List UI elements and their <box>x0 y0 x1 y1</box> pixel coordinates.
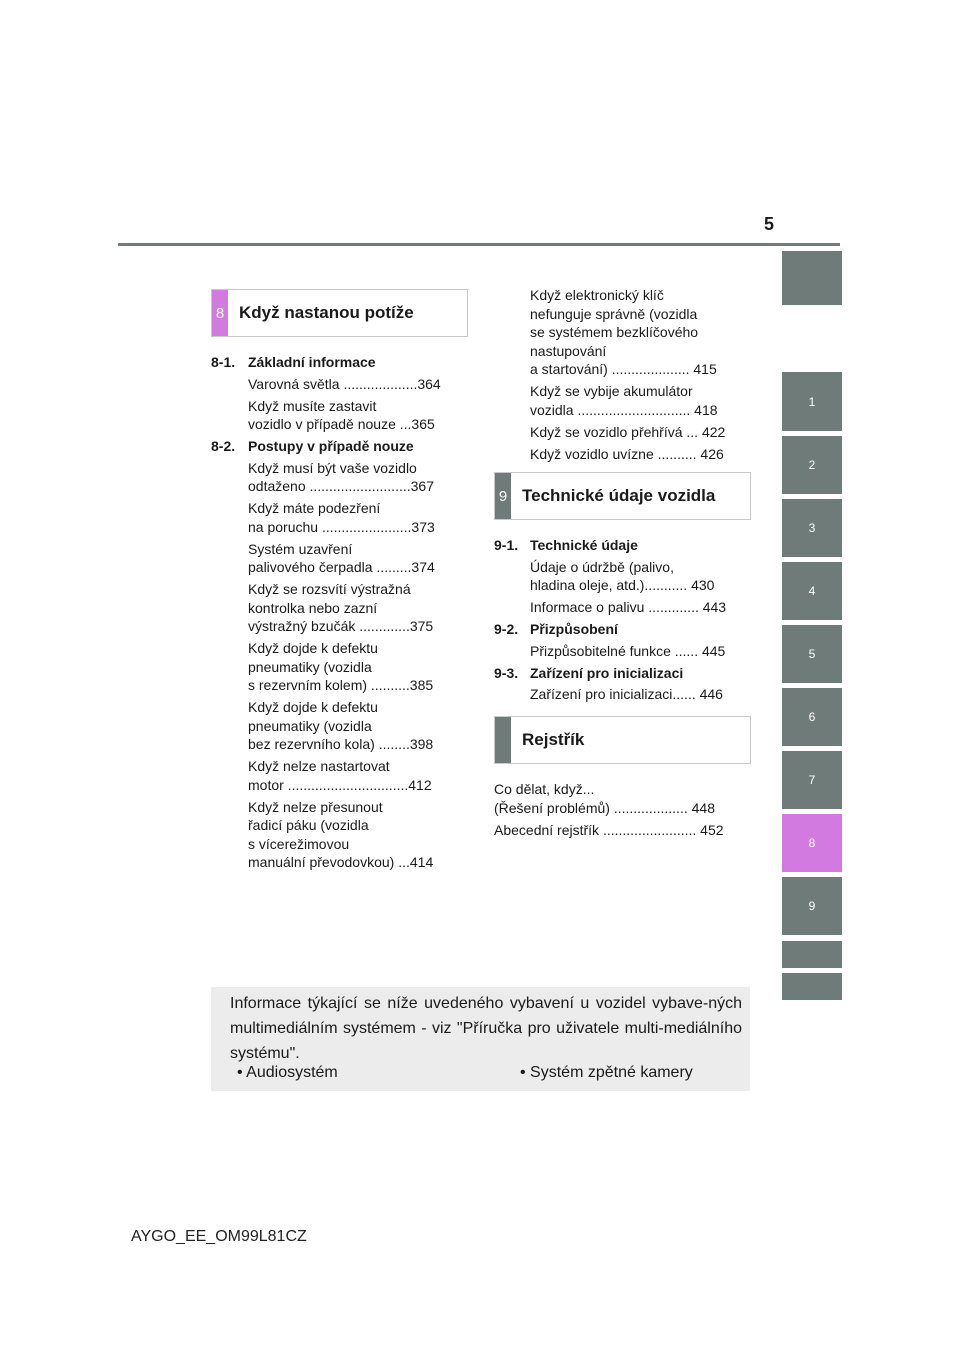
chapter-title: Základní informace <box>248 354 376 370</box>
info-text: Informace týkající se níže uvedeného vybavení u vozidel vybave-ných multimediálním systémem - viz "Příručka pro uživatele multi-mediálního systému". <box>230 995 742 1062</box>
entry-line: se systémem bezklíčového <box>530 324 699 340</box>
entry-line: Abecední rejstřík ........................ 452 <box>494 821 724 838</box>
entry-line: Informace o palivu ............. 443 <box>530 599 727 615</box>
section-heading-9[interactable] <box>494 472 751 520</box>
toc-entry[interactable] <box>494 821 744 840</box>
entry-line: řadicí páku (vozidla <box>248 817 369 833</box>
chapter-tab-blank-b[interactable] <box>782 973 842 1000</box>
entry-line: hladina oleje, atd.)........... 430 <box>530 577 715 593</box>
section-heading-index[interactable] <box>494 716 751 764</box>
chapter-title: Postupy v případě nouze <box>248 438 414 454</box>
entry-line: výstražný bzučák .............375 <box>248 618 434 634</box>
entry-line: Když musí být vaše vozidlo <box>248 459 417 476</box>
entry-line: kontrolka nebo zazní <box>248 599 378 616</box>
entry-line: Když nelze přesunout <box>248 798 383 815</box>
entry-line: a startování) .................... 415 <box>530 361 717 377</box>
chapter-tab-blank-top[interactable] <box>782 251 842 305</box>
toc-entry[interactable] <box>248 375 457 394</box>
entry-line: vozidla ............................. 418 <box>530 401 718 418</box>
toc-entry[interactable] <box>530 445 744 464</box>
entry-line: Když se rozsvítí výstražná <box>248 581 411 597</box>
entry-line: Když dojde k defektu <box>248 640 378 656</box>
toc-entry[interactable] <box>248 698 457 754</box>
chapter-number: 8-1. <box>211 354 236 370</box>
toc-right-section-9 <box>494 536 744 707</box>
entry-line: nefunguje správně (vozidla <box>530 305 698 322</box>
chapter-title: Technické údaje <box>530 537 638 553</box>
entry-line: Když musíte zastavit <box>248 397 377 414</box>
toc-entry[interactable] <box>530 423 744 442</box>
toc-chapter-8-2[interactable] <box>211 437 457 456</box>
toc-chapter-9-1[interactable] <box>494 536 744 555</box>
entry-line: odtaženo ..........................367 <box>248 478 434 494</box>
section-title-9: Technické údaje vozidla <box>522 486 716 505</box>
section-number-8: 8 <box>212 290 228 336</box>
toc-left-column <box>211 353 457 875</box>
toc-chapter-8-1[interactable] <box>211 353 457 372</box>
chapter-number: 8-2. <box>211 438 236 454</box>
chapter-tab-blank-a[interactable] <box>782 941 842 968</box>
chapter-tab-5[interactable]: 5 <box>782 625 842 683</box>
bullet-audio-system: • Audiosystém <box>237 1064 338 1081</box>
toc-entry[interactable] <box>530 685 744 704</box>
toc-entry[interactable] <box>248 757 457 794</box>
entry-line: Když se vybije akumulátor <box>530 383 693 399</box>
chapter-tab-8-active[interactable]: 8 <box>782 814 842 872</box>
entry-line: s rezervním kolem) ..........385 <box>248 677 434 693</box>
entry-line: Systém uzavření <box>248 540 353 557</box>
header-rule <box>118 243 840 246</box>
entry-line: pneumatiky (vozidla <box>248 717 372 734</box>
entry-line: Přizpůsobitelné funkce ...... 445 <box>530 642 726 659</box>
toc-chapter-9-2[interactable] <box>494 620 744 639</box>
toc-entry[interactable] <box>530 598 744 617</box>
toc-entry[interactable] <box>248 459 457 496</box>
chapter-title: Přizpůsobení <box>530 621 618 637</box>
section-title-8: Když nastanou potíže <box>239 303 414 322</box>
chapter-number: 9-2. <box>494 621 519 637</box>
entry-line: (Řešení problémů) ................... 448 <box>494 799 715 816</box>
toc-entry[interactable] <box>248 499 457 536</box>
entry-line: na poruchu .......................373 <box>248 518 435 535</box>
entry-line: nastupování <box>530 342 607 359</box>
entry-line: Varovná světla ...................364 <box>248 375 441 392</box>
chapter-tab-6[interactable]: 6 <box>782 688 842 746</box>
toc-entry[interactable] <box>530 558 744 595</box>
entry-line: palivového čerpadla .........374 <box>248 559 435 575</box>
toc-entry[interactable] <box>530 382 744 419</box>
chapter-tab-2[interactable]: 2 <box>782 436 842 494</box>
entry-line: s vícerežimovou <box>248 835 350 852</box>
entry-line: Když se vozidlo přehřívá ... 422 <box>530 423 726 440</box>
section-number-index <box>495 717 511 763</box>
toc-chapter-9-3[interactable] <box>494 664 744 683</box>
entry-line: Když dojde k defektu <box>248 699 378 715</box>
toc-entry[interactable] <box>248 580 457 636</box>
toc-entry[interactable] <box>530 286 744 379</box>
entry-line: Když vozidlo uvízne .......... 426 <box>530 445 724 462</box>
chapter-tab-7[interactable]: 7 <box>782 751 842 809</box>
entry-line: Když nelze nastartovat <box>248 758 390 774</box>
entry-line: vozidlo v případě nouze ...365 <box>248 416 435 432</box>
toc-entry[interactable] <box>248 798 457 872</box>
page-number: 5 <box>763 214 774 234</box>
entry-line: Co dělat, když... <box>494 781 595 797</box>
section-number-9: 9 <box>495 473 511 519</box>
toc-entry[interactable] <box>494 780 744 817</box>
chapter-tab-4[interactable]: 4 <box>782 562 842 620</box>
entry-line: motor ...............................412 <box>248 776 432 793</box>
chapter-tab-3[interactable]: 3 <box>782 499 842 557</box>
toc-entry[interactable] <box>248 397 457 434</box>
entry-line: Když máte podezření <box>248 500 381 516</box>
section-heading-8[interactable] <box>211 289 468 337</box>
document-code: AYGO_EE_OM99L81CZ <box>131 1228 307 1245</box>
entry-line: Údaje o údržbě (palivo, <box>530 558 674 575</box>
toc-entry[interactable] <box>530 642 744 661</box>
toc-right-continued <box>494 286 744 467</box>
chapter-number: 9-3. <box>494 664 519 681</box>
multimedia-info-box <box>211 987 750 1091</box>
chapter-tab-9[interactable]: 9 <box>782 877 842 935</box>
section-title-index: Rejstřík <box>522 730 585 749</box>
chapter-tab-1[interactable]: 1 <box>782 372 842 431</box>
bullet-rear-camera: • Systém zpětné kamery <box>520 1064 693 1081</box>
entry-line: Zařízení pro inicializaci...... 446 <box>530 686 723 702</box>
toc-entry[interactable] <box>248 639 457 695</box>
chapter-title: Zařízení pro inicializaci <box>530 664 684 681</box>
entry-line: bez rezervního kola) ........398 <box>248 736 434 752</box>
entry-line: manuální převodovkou) ...414 <box>248 854 434 870</box>
toc-entry[interactable] <box>248 540 457 577</box>
chapter-number: 9-1. <box>494 537 519 553</box>
toc-right-index <box>494 780 744 843</box>
entry-line: Když elektronický klíč <box>530 287 664 303</box>
entry-line: pneumatiky (vozidla <box>248 658 372 675</box>
